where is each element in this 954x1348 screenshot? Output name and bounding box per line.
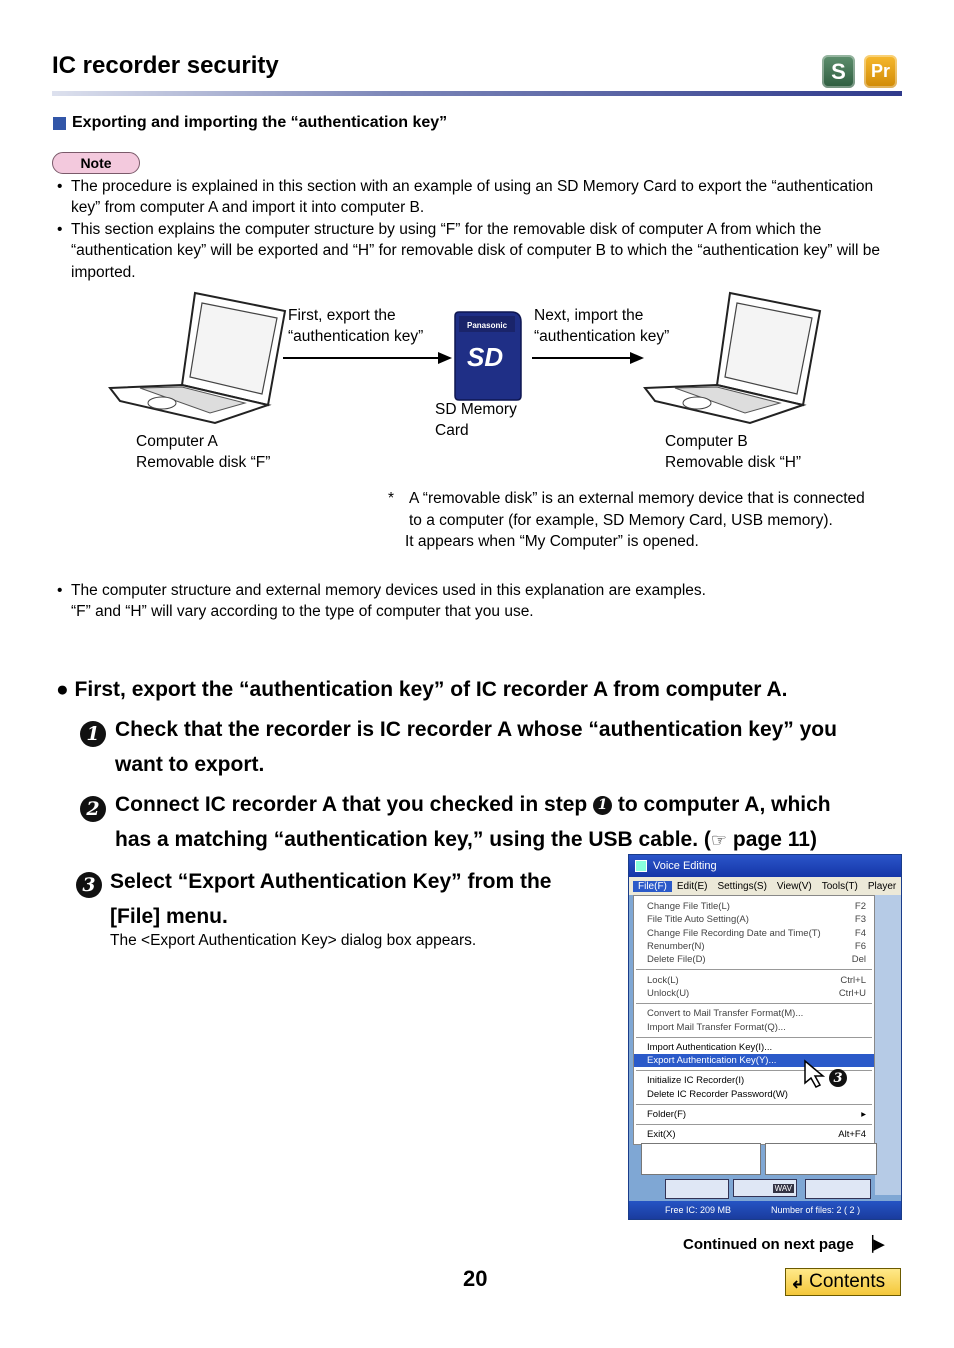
menu-item[interactable]: File Title Auto Setting(A) F3 xyxy=(647,914,866,926)
app-icon xyxy=(635,860,647,872)
bullet-icon: • xyxy=(57,178,63,195)
menu-item[interactable]: Lock(L) Ctrl+L xyxy=(647,974,866,986)
menu-item-export-key[interactable]: Export Authentication Key(Y)... xyxy=(634,1054,874,1067)
menu-settings[interactable]: Settings(S) xyxy=(717,880,767,892)
step-2-number: 2 xyxy=(80,796,106,822)
step-1-number: 1 xyxy=(80,721,106,747)
s-badge-icon: S xyxy=(822,55,855,88)
file-menu-dropdown xyxy=(633,895,875,1145)
sd-card-label: SD Memory Card xyxy=(435,401,517,439)
return-arrow-icon: ↲ xyxy=(790,1271,806,1292)
file-list-panel xyxy=(765,1143,877,1175)
menu-item-exit[interactable]: Exit(X) Alt+F4 xyxy=(647,1129,866,1141)
menu-player[interactable]: Player xyxy=(867,880,897,892)
convert-wav-button[interactable]: WAV xyxy=(733,1179,797,1197)
page-link[interactable]: page 11) xyxy=(732,828,817,851)
arrow-right-icon xyxy=(283,352,452,364)
menu-file[interactable]: File(F) xyxy=(633,881,672,892)
section-heading-text: Exporting and importing the “authentication key” xyxy=(72,114,448,131)
procedure-intro: ● First, export the “authentication key” of IC recorder A from computer A. xyxy=(56,678,788,701)
menu-item[interactable]: Unlock(U) Ctrl+U xyxy=(647,987,866,999)
menu-item-folder[interactable]: Folder(F) ▸ xyxy=(647,1109,866,1120)
page-number: 20 xyxy=(463,1266,488,1291)
section-heading xyxy=(53,114,447,132)
menu-item[interactable]: Delete File(D) Del xyxy=(647,954,866,966)
note-bullet-1: The procedure is explained in this section with an example of using an SD Memory Card to export the “authentication key” from computer A and import it into computer B. xyxy=(71,178,874,217)
footnote-line-1: A “removable disk” is an external memory device that is connected xyxy=(409,490,865,507)
note-badge: Note xyxy=(52,152,140,174)
pr-badge-icon: Pr xyxy=(864,55,897,88)
page-title: IC recorder security xyxy=(52,52,279,79)
menu-tools[interactable]: Tools(T) xyxy=(821,880,858,892)
step-3-text: Select “Export Authentication Key” from the [File] menu. xyxy=(110,870,552,928)
card-brand: Panasonic xyxy=(467,321,508,330)
callout-number: 3 xyxy=(829,1069,847,1087)
background-panel xyxy=(875,895,902,1195)
menu-view[interactable]: View(V) xyxy=(776,880,812,892)
sd-card-icon xyxy=(455,312,521,400)
menu-item[interactable]: Import Mail Transfer Format(Q)... xyxy=(647,1021,786,1033)
menu-bar xyxy=(629,877,901,895)
arrow-right-icon xyxy=(532,352,644,364)
footnote-marker: * xyxy=(388,490,395,507)
bullet-icon: • xyxy=(57,582,63,599)
menu-item[interactable]: Renumber(N) F6 xyxy=(647,941,866,953)
next-arrow-icon: ▕▶ xyxy=(861,1236,885,1253)
step-ref-icon: 1 xyxy=(593,796,612,815)
step-3-number: 3 xyxy=(76,872,102,898)
example-note: The computer structure and external memory devices used in this explanation are examples. “F” and “H” will vary according to the type of computer that you use. xyxy=(71,582,706,621)
step-2-text: Connect IC recorder A that you checked in step 1 to computer A, which has a matching “authentication key,” using the USB cable. (☞ page 11) xyxy=(115,793,831,851)
title-rule xyxy=(52,91,902,96)
footnote-line-2: to a computer (for example, SD Memory Card, USB memory). xyxy=(409,512,833,529)
write-button[interactable] xyxy=(805,1179,871,1199)
menu-item-delete-password[interactable]: Delete IC Recorder Password(W) xyxy=(647,1088,788,1100)
menu-item[interactable]: Convert to Mail Transfer Format(M)... xyxy=(647,1008,804,1020)
computer-a-label: Computer A Removable disk “F” xyxy=(136,433,271,471)
window-titlebar: Voice Editing xyxy=(629,855,901,877)
export-label: First, export the “authentication key” xyxy=(288,307,424,345)
computer-b-label: Computer B Removable disk “H” xyxy=(665,433,802,471)
pointing-hand-icon: ☞ xyxy=(710,830,728,850)
menu-item[interactable]: Change File Title(L) F2 xyxy=(647,901,866,913)
menu-item-initialize[interactable]: Initialize IC Recorder(I) xyxy=(647,1075,745,1087)
bullet-icon: • xyxy=(57,221,63,238)
bullet-icon: ● xyxy=(56,678,75,701)
card-logo: SD xyxy=(467,342,504,372)
copy-button[interactable] xyxy=(665,1179,729,1199)
file-list-panel xyxy=(641,1143,761,1175)
footnote-line-3: It appears when “My Computer” is opened. xyxy=(405,533,699,550)
import-label: Next, import the “authentication key” xyxy=(534,307,670,345)
menu-item[interactable]: Change File Recording Date and Time(T) F4 xyxy=(647,927,866,939)
note-bullet-2: This section explains the computer structure by using “F” for the removable disk of computer A from which the “authentication key” will be exported and “H” for removable disk of computer B to which the “authentication key” will be imported. xyxy=(71,221,880,281)
menu-edit[interactable]: Edit(E) xyxy=(676,880,708,892)
contents-button[interactable]: ↲ Contents xyxy=(785,1268,901,1296)
laptop-a-icon xyxy=(110,293,285,423)
status-bar: Free IC: 209 MB Number of files: 2 ( 2 ) xyxy=(629,1201,902,1219)
laptop-b-icon xyxy=(645,293,820,423)
continued-note[interactable]: Continued on next page ▕▶ xyxy=(683,1235,885,1253)
software-screenshot xyxy=(628,854,902,1220)
step-1-text: Check that the recorder is IC recorder A whose “authentication key” you want to export. xyxy=(115,718,837,776)
square-bullet-icon xyxy=(53,117,66,130)
menu-item-import-key[interactable]: Import Authentication Key(I)... xyxy=(647,1041,773,1053)
step-3-description: The <Export Authentication Key> dialog box appears. xyxy=(110,932,477,949)
